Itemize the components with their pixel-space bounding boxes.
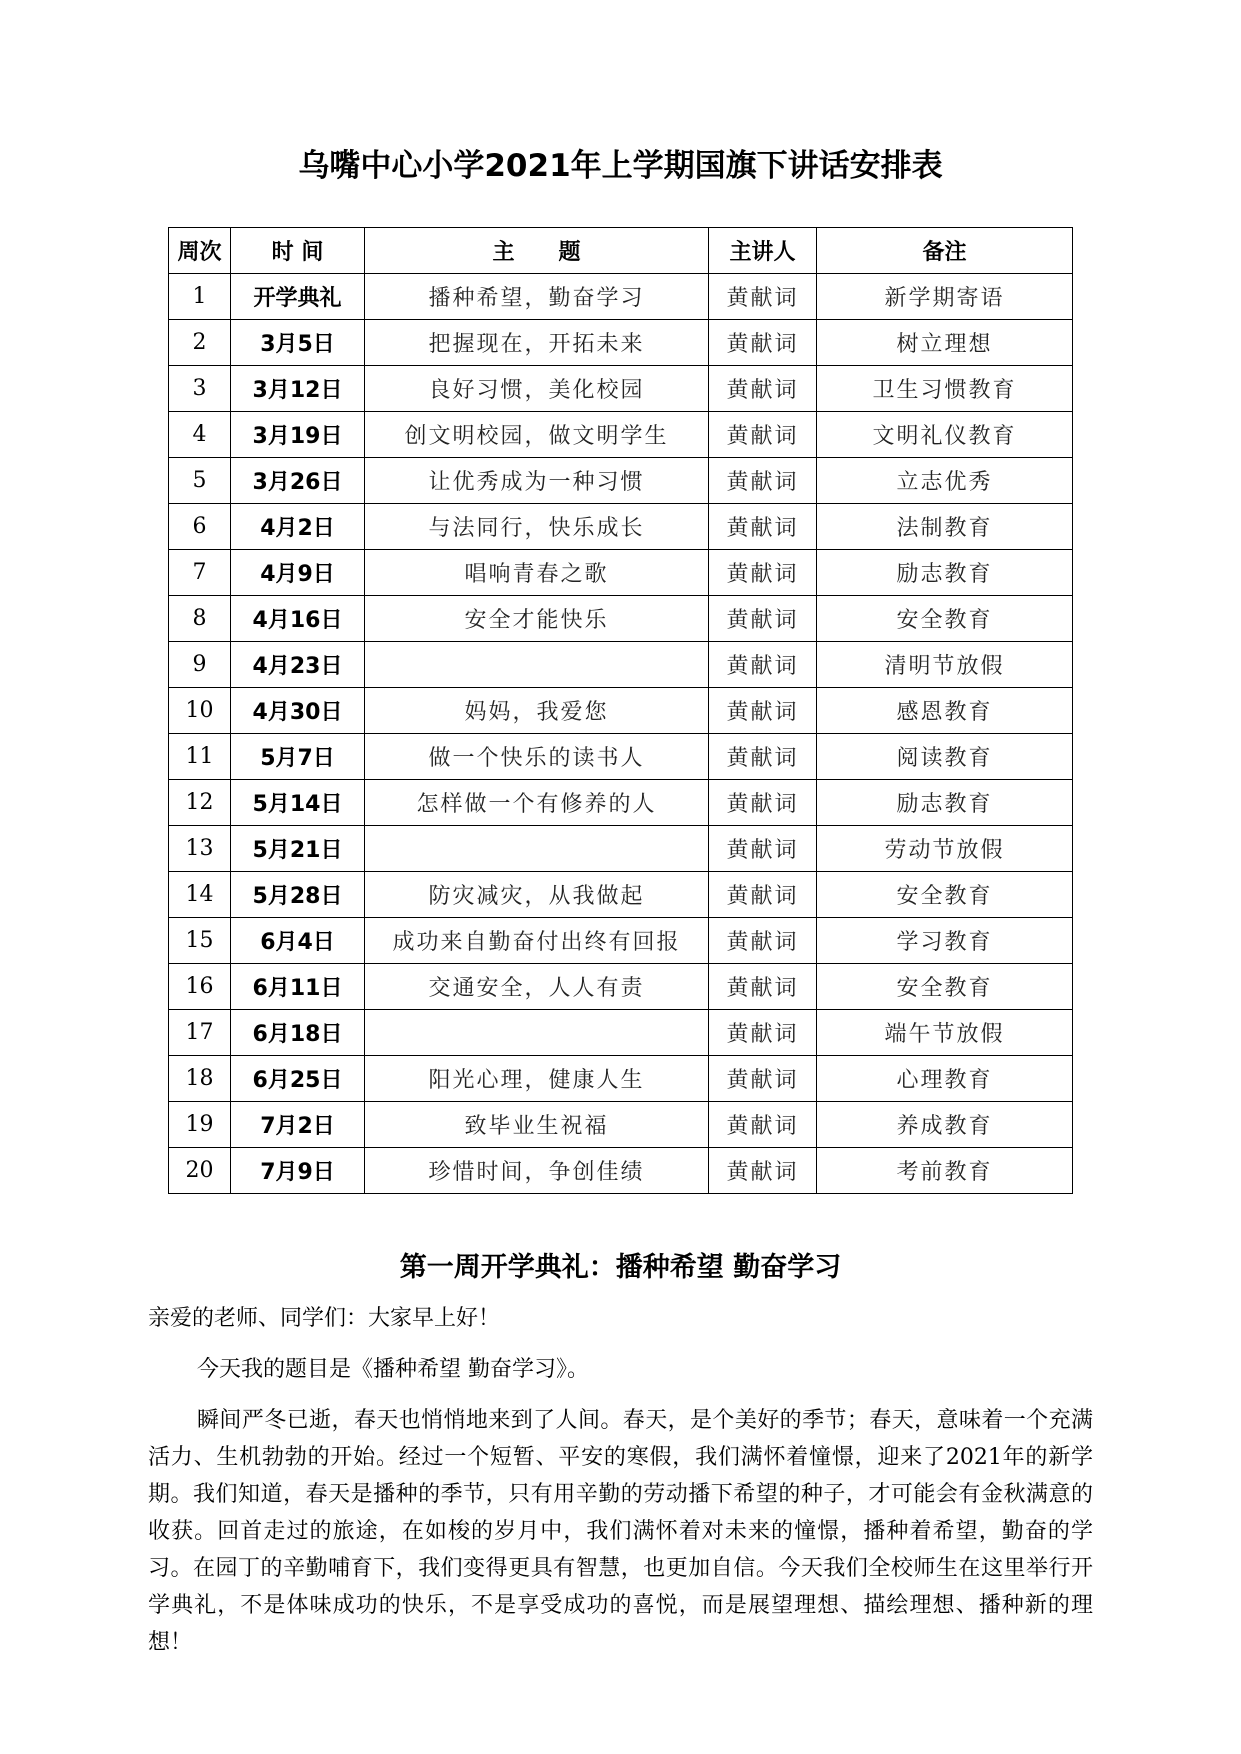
cell-topic: 把握现在，开拓未来 [365,320,709,366]
cell-date: 6月11日 [231,964,365,1010]
cell-note: 劳动节放假 [817,826,1073,872]
table-row [169,734,1073,780]
cell-note: 立志优秀 [817,458,1073,504]
table-row [169,320,1073,366]
cell-week: 1 [169,274,231,320]
cell-date: 4月30日 [231,688,365,734]
cell-note: 法制教育 [817,504,1073,550]
cell-week: 19 [169,1102,231,1148]
cell-date: 7月9日 [231,1148,365,1194]
cell-note: 新学期寄语 [817,274,1073,320]
schedule-table [168,227,1073,1194]
cell-note: 心理教育 [817,1056,1073,1102]
header-week: 周次 [169,228,231,274]
cell-date: 4月16日 [231,596,365,642]
cell-date: 5月14日 [231,780,365,826]
cell-topic: 做一个快乐的读书人 [365,734,709,780]
cell-speaker: 黄献词 [709,964,817,1010]
cell-note: 树立理想 [817,320,1073,366]
cell-topic: 防灾减灾，从我做起 [365,872,709,918]
cell-topic: 唱响青春之歌 [365,550,709,596]
cell-topic: 安全才能快乐 [365,596,709,642]
cell-week: 7 [169,550,231,596]
cell-speaker: 黄献词 [709,1148,817,1194]
cell-date: 3月5日 [231,320,365,366]
cell-date: 6月25日 [231,1056,365,1102]
table-row [169,1102,1073,1148]
table-row [169,872,1073,918]
cell-topic: 创文明校园，做文明学生 [365,412,709,458]
cell-date: 4月9日 [231,550,365,596]
cell-note: 卫生习惯教育 [817,366,1073,412]
cell-speaker: 黄献词 [709,550,817,596]
cell-speaker: 黄献词 [709,918,817,964]
cell-speaker: 黄献词 [709,504,817,550]
cell-week: 17 [169,1010,231,1056]
table-row [169,274,1073,320]
header-date: 时 间 [231,228,365,274]
cell-topic: 交通安全，人人有责 [365,964,709,1010]
cell-speaker: 黄献词 [709,1010,817,1056]
cell-date: 5月7日 [231,734,365,780]
cell-week: 18 [169,1056,231,1102]
cell-speaker: 黄献词 [709,1102,817,1148]
table-row [169,918,1073,964]
cell-speaker: 黄献词 [709,826,817,872]
cell-topic: 妈妈，我爱您 [365,688,709,734]
table-row [169,412,1073,458]
cell-date: 6月4日 [231,918,365,964]
table-row [169,550,1073,596]
table-row [169,642,1073,688]
header-topic: 主 题 [365,228,709,274]
cell-speaker: 黄献词 [709,734,817,780]
cell-speaker: 黄献词 [709,458,817,504]
cell-week: 9 [169,642,231,688]
cell-week: 10 [169,688,231,734]
cell-week: 6 [169,504,231,550]
table-row [169,458,1073,504]
speech-paragraph: 今天我的题目是《播种希望 勤奋学习》。 [197,1357,589,1382]
cell-note: 安全教育 [817,872,1073,918]
cell-week: 11 [169,734,231,780]
header-note: 备注 [817,228,1073,274]
cell-date: 3月19日 [231,412,365,458]
page-title: 乌嘴中心小学2021年上学期国旗下讲话安排表 [298,148,943,184]
table-row [169,1010,1073,1056]
table-body [169,274,1073,1194]
cell-date: 5月21日 [231,826,365,872]
cell-week: 12 [169,780,231,826]
cell-speaker: 黄献词 [709,1056,817,1102]
speech-paragraph: 瞬间严冬已逝，春天也悄悄地来到了人间。春天，是个美好的季节；春天，意味着一个充满活力、生机勃勃的开始。经过一个短暂、平安的寒假，我们满怀着憧憬，迎来了2021年的新学期。我们知道，春天是播种的季节，只有用辛勤的劳动播下希望的种子，才可能会有金秋满意的收获。回首走过的旅途，在如梭的岁月中，我们满怀着对未来的憧憬，播种着希望，勤奋的学习。在园丁的辛勤哺育下，我们变得更具有智慧，也更加自信。今天我们全校师生在这里举行开学典礼，不是体味成功的快乐，不是享受成功的喜悦，而是展望理想、描绘理想、播种新的理想！ [148,1408,1093,1655]
cell-speaker: 黄献词 [709,872,817,918]
cell-note: 感恩教育 [817,688,1073,734]
table-row [169,688,1073,734]
cell-topic [365,826,709,872]
cell-date: 6月18日 [231,1010,365,1056]
cell-date: 5月28日 [231,872,365,918]
cell-week: 4 [169,412,231,458]
cell-topic: 与法同行，快乐成长 [365,504,709,550]
cell-note: 养成教育 [817,1102,1073,1148]
cell-date: 7月2日 [231,1102,365,1148]
cell-topic: 成功来自勤奋付出终有回报 [365,918,709,964]
cell-topic: 良好习惯，美化校园 [365,366,709,412]
cell-speaker: 黄献词 [709,366,817,412]
cell-speaker: 黄献词 [709,688,817,734]
table-row [169,1148,1073,1194]
cell-week: 20 [169,1148,231,1194]
cell-topic [365,642,709,688]
header-speaker: 主讲人 [709,228,817,274]
cell-date: 4月23日 [231,642,365,688]
cell-note: 安全教育 [817,964,1073,1010]
cell-week: 3 [169,366,231,412]
cell-topic: 播种希望，勤奋学习 [365,274,709,320]
cell-note: 学习教育 [817,918,1073,964]
cell-week: 14 [169,872,231,918]
table-row [169,366,1073,412]
cell-speaker: 黄献词 [709,596,817,642]
speech-heading: 第一周开学典礼：播种希望 勤奋学习 [399,1252,842,1283]
cell-speaker: 黄献词 [709,412,817,458]
cell-note: 励志教育 [817,780,1073,826]
cell-week: 13 [169,826,231,872]
table-row [169,780,1073,826]
cell-date: 4月2日 [231,504,365,550]
cell-note: 清明节放假 [817,642,1073,688]
cell-date: 3月12日 [231,366,365,412]
speech-body [148,1300,1093,1661]
cell-date: 开学典礼 [231,274,365,320]
cell-week: 15 [169,918,231,964]
cell-note: 文明礼仪教育 [817,412,1073,458]
cell-note: 考前教育 [817,1148,1073,1194]
cell-speaker: 黄献词 [709,780,817,826]
cell-note: 励志教育 [817,550,1073,596]
cell-week: 5 [169,458,231,504]
cell-week: 16 [169,964,231,1010]
table-row [169,504,1073,550]
cell-week: 8 [169,596,231,642]
table-row [169,596,1073,642]
cell-note: 阅读教育 [817,734,1073,780]
table-row [169,826,1073,872]
speech-greeting: 亲爱的老师、同学们：大家早上好！ [148,1306,501,1331]
cell-speaker: 黄献词 [709,642,817,688]
cell-topic: 怎样做一个有修养的人 [365,780,709,826]
cell-speaker: 黄献词 [709,274,817,320]
cell-date: 3月26日 [231,458,365,504]
table-row [169,964,1073,1010]
cell-speaker: 黄献词 [709,320,817,366]
cell-topic: 阳光心理，健康人生 [365,1056,709,1102]
table-row [169,1056,1073,1102]
cell-topic [365,1010,709,1056]
cell-topic: 珍惜时间，争创佳绩 [365,1148,709,1194]
cell-week: 2 [169,320,231,366]
cell-topic: 让优秀成为一种习惯 [365,458,709,504]
cell-note: 安全教育 [817,596,1073,642]
table-header-row [169,228,1073,274]
cell-note: 端午节放假 [817,1010,1073,1056]
cell-topic: 致毕业生祝福 [365,1102,709,1148]
